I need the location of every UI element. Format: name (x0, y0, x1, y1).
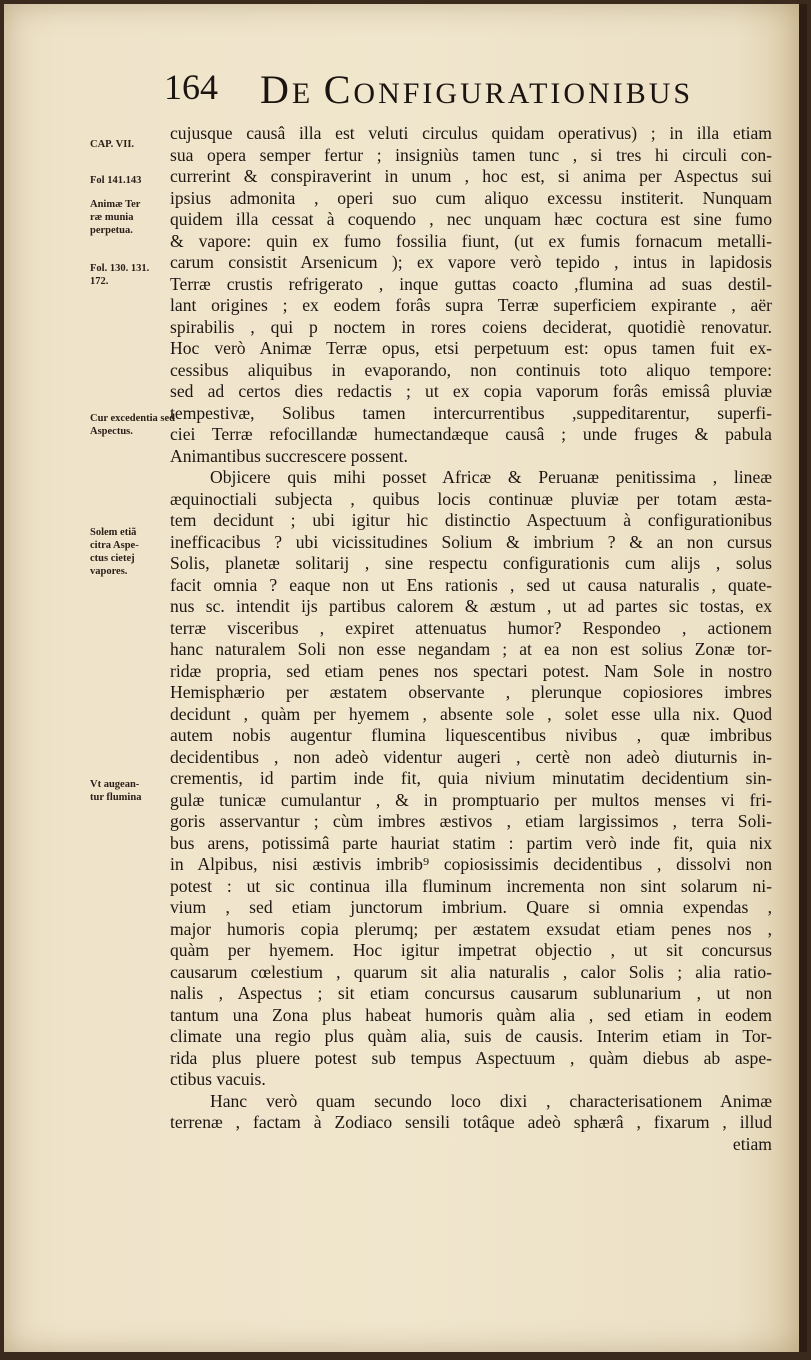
running-title-part: D (260, 67, 292, 112)
text-line: bus arens, potissimâ parte hauriat statim : partim verò inde fit, quia nix (170, 832, 772, 853)
text-line: in Alpibus, nisi æstivis imbrib⁹ copiosissimis decidentibus , dissolvi non (170, 854, 772, 874)
text-line: potest : ut sic continua illa fluminum incrementa non sint solarum ni- (170, 875, 772, 896)
text-line: tantum una Zona plus habeat humoris quàm alia , sed etiam in eodem (170, 1004, 772, 1025)
text-line: & vapore: quin ex fumo fossilia fiunt, (ut ex fumis fornacum metalli- (170, 230, 772, 251)
running-title (260, 66, 693, 113)
running-title-part: E (291, 77, 324, 110)
margin-note: Animæ Ter ræ munia perpetua. (90, 199, 141, 236)
margin-note: Cur excedentia sed Aspectus. (90, 413, 175, 437)
text-line: causarum cœlestium , quarum sit alia naturalis , calor Solis ; alia ratio- (170, 961, 772, 982)
text-line: sua opera semper fertur ; insigniùs tamen tunc , si tres hi circuli con- (170, 144, 772, 165)
text-line: Animantibus succrescere possent. (170, 445, 408, 466)
margin-note: Solem etiã citra Aspe- ctus cietej vapores. (90, 527, 139, 577)
text-line: Terræ crustis refrigerato , inque guttas coacto ,flumina ad suas destil- (170, 273, 772, 294)
text-line: cujusque causâ illa est veluti circulus quidam operativus) ; in illa etiam (170, 123, 772, 143)
text-line: ctibus vacuis. (170, 1069, 266, 1089)
text-line: major humoris copia plerumq; per æstatem exsudat etiam penes nos , (170, 918, 772, 939)
text-line: rida plus pluere potest sub tempus Aspectuum , quàm diebus ab aspe- (170, 1047, 772, 1068)
text-line: goris asservantur ; cùm imbres æstivos , etiam largissimos , terra Soli- (170, 811, 772, 831)
text-line: autem nobis augentur flumina liquescentibus nivibus , quæ imbribus (170, 725, 772, 745)
book-page (4, 4, 807, 1352)
margin-note: Vt augean- tur flumina (90, 779, 142, 803)
margin-note: Fol 141.143 (90, 175, 142, 186)
text-line: terrenæ , factam à Zodiaco sensili totâque adeò sphærâ , fixarum , illud (170, 1112, 772, 1132)
text-line: hanc naturalem Soli non esse negandam ; at ea non est solius Zonæ tor- (170, 639, 772, 659)
text-line: cessibus aliquibus in evaporando, non continuis toto aliquo tempore: (170, 359, 772, 380)
margin-note: Fol. 130. 131. 172. (90, 263, 150, 287)
text-line: tempestivæ, Solibus tamen intercurrentibus ,suppeditarentur, superfi- (170, 402, 772, 423)
text-line: Solis, planetæ solitarij , sine respectu configurationis cum alijs , solus (170, 553, 772, 573)
text-line: ciei Terræ refocillandæ humectandæque causâ ; unde fruges & pabula (170, 424, 772, 444)
text-line: Objicere quis mihi posset Africæ & Peruanæ penitissima , lineæ (210, 467, 772, 487)
text-line: quàm per hyemem. Hoc igitur impetrat objectio , ut sit concursus (170, 940, 772, 960)
page-header (4, 66, 799, 116)
text-line: nus sc. intendit ijs partibus calorem & æstum , ut ad partes sic tostas, ex (170, 596, 772, 616)
text-line: quidem illa cessat à coquendo , nec unquam hæc coctura est sine fumo (170, 209, 772, 229)
text-line: decidentibus , non adeò videntur augeri , certè non adeò diuturnis in- (170, 746, 772, 767)
text-line: inefficacibus ? ubi vicissitudines Solium & imbrium ? & an non cursus (170, 531, 772, 552)
text-line: tem decidunt ; ubi igitur hic distinctio Aspectuum à configurationibus (170, 510, 772, 530)
text-line: currerint & conspiraverint in unum , hoc est, si anima per Aspectus sui (170, 166, 772, 186)
text-line: crementis, id partim inde fit, quia nivium minutatim decidentium sin- (170, 768, 772, 788)
text-line: æquinoctiali subjecta , quibus locis continuæ pluviæ per totam æsta- (170, 488, 772, 509)
running-title-part: ONFIGURATIONIBUS (353, 77, 694, 110)
text-line: terræ visceribus , expiret attenuatus humor? Respondeo , actionem (170, 617, 772, 638)
text-line: gulæ tunicæ cumulantur , & in promptuario per multos menses vi fri- (170, 789, 772, 810)
catchword: etiam (732, 1133, 772, 1154)
text-line: Hoc verò Animæ Terræ opus, etsi perpetuum est: opus tamen fuit ex- (170, 338, 772, 358)
text-line: nalis , Aspectus ; sit etiam concursus causarum sublunarium , ut non (170, 983, 772, 1003)
text-line: lant origines ; ex eodem forâs supra Terræ superficiem expirante , aër (170, 295, 772, 315)
margin-note: CAP. VII. (90, 139, 135, 150)
text-line: Hemisphærio per æstatem observante , plerunque copiosiores imbres (170, 682, 772, 702)
running-title-part: C (323, 67, 354, 112)
text-line: vium , sed etiam junctorum imbrium. Quare si omnia expendas , (170, 897, 772, 917)
text-line: climate una regio plus quàm alia, suis de causis. Interim etiam in Tor- (170, 1026, 772, 1046)
text-line: carum consistit Arsenicum ); ex vapore verò tepido , intus in lapidosis (170, 252, 772, 272)
text-line: ridæ propria, sed etiam penes nos spectari potest. Nam Sole in nostro (170, 660, 772, 681)
text-line: Hanc verò quam secundo loco dixi , characterisationem Animæ (210, 1090, 772, 1111)
text-line: sed ad certos dies redactis ; ut ex copia vaporum forâs emissâ pluviæ (170, 381, 772, 401)
page-number: 164 (164, 67, 218, 107)
text-line: decidunt , quàm per hyemem , absente sole , solet esse ulla nix. Quod (170, 703, 772, 724)
text-line: ipsius admonita , operi suo cum aliquo excessu institerit. Nunquam (170, 187, 772, 208)
text-line: facit omnia ? eaque non ut Ens rationis , sed ut causa naturalis , quate- (170, 574, 772, 595)
text-line: spirabilis , qui p noctem in rores coiens deciderat, quotidiè renovatur. (170, 316, 772, 337)
body-text (170, 123, 772, 1155)
